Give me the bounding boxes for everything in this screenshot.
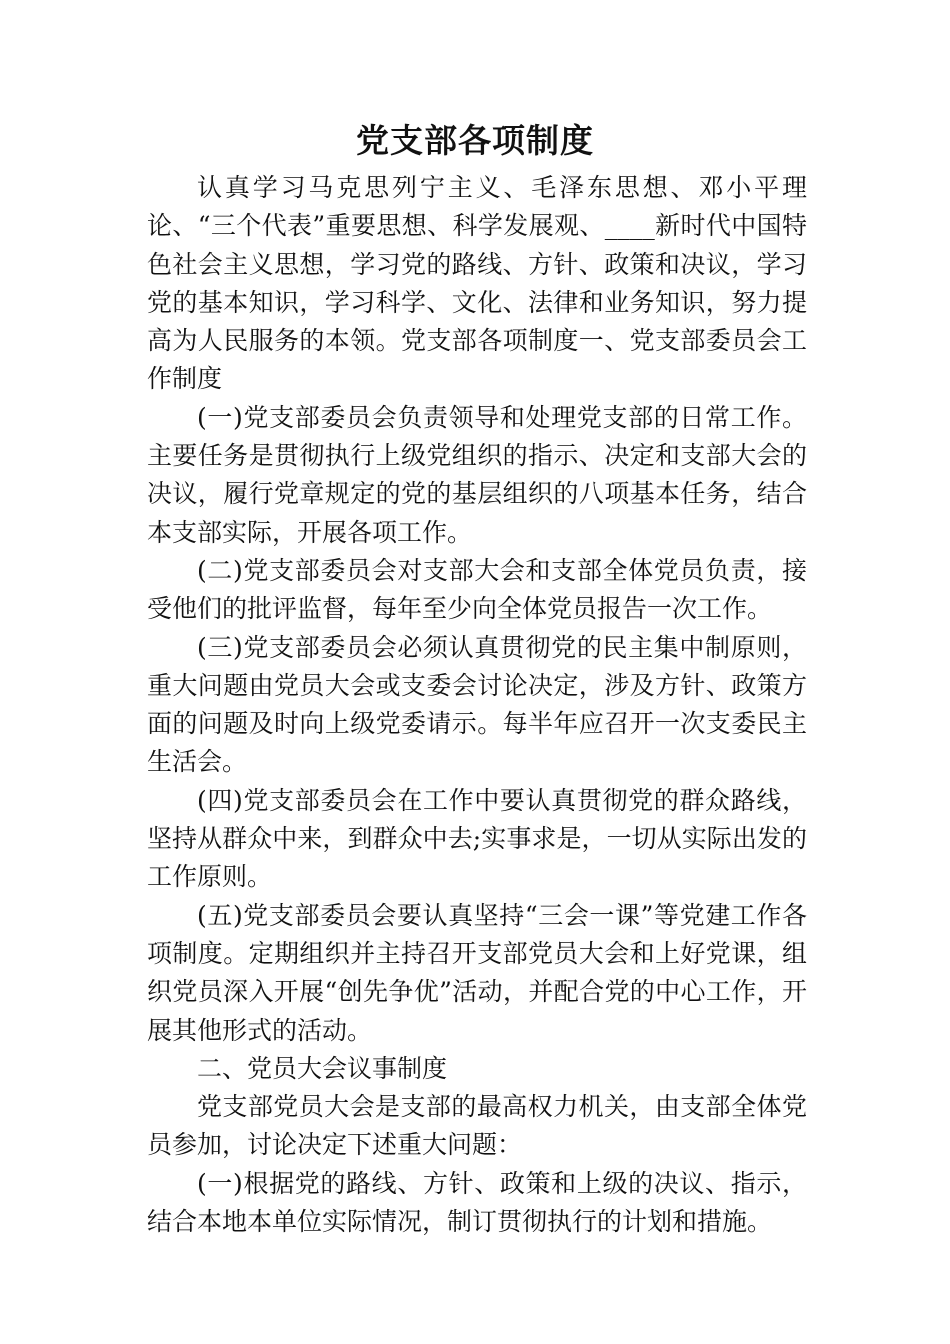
paragraph-item-4: (四)党支部委员会在工作中要认真贯彻党的群众路线，坚持从群众中来，到群众中去;实事求是，一切从实际出发的工作原则。 bbox=[147, 785, 807, 892]
document-title: 党支部各项制度 bbox=[356, 121, 594, 160]
paragraph-item-2: (二)党支部委员会对支部大会和支部全体党员负责，接受他们的批评监督，每年至少向全体党员报告一次工作。 bbox=[147, 555, 807, 624]
paragraph-intro: 认真学习马克思列宁主义、毛泽东思想、邓小平理论、“三个代表”重要思想、科学发展观、____新时代中国特色社会主义思想，学习党的路线、方针、政策和决议，学习党的基本知识，学习科学、文化、法律和业务知识，努力提高为人民服务的本领。党支部各项制度一、党支部委员会工作制度 bbox=[147, 173, 807, 394]
paragraph-section-2-intro: 党支部党员大会是支部的最高权力机关，由支部全体党员参加，讨论决定下述重大问题： bbox=[147, 1092, 807, 1160]
document-body bbox=[147, 169, 807, 1241]
paragraph-item-1: (一)党支部委员会负责领导和处理党支部的日常工作。主要任务是贯彻执行上级党组织的指示、决定和支部大会的决议，履行党章规定的党的基层组织的八项基本任务，结合本支部实际，开展各项工作。 bbox=[147, 402, 807, 547]
paragraph-item-3: (三)党支部委员会必须认真贯彻党的民主集中制原则，重大问题由党员大会或支委会讨论决定，涉及方针、政策方面的问题及时向上级党委请示。每半年应召开一次支委民主生活会。 bbox=[147, 632, 807, 777]
section-heading-2: 二、党员大会议事制度 bbox=[197, 1053, 448, 1083]
paragraph-section-2-item-1: (一)根据党的路线、方针、政策和上级的决议、指示，结合本地本单位实际情况，制订贯彻执行的计划和措施。 bbox=[147, 1168, 807, 1237]
paragraph-item-5: (五)党支部委员会要认真坚持“三会一课”等党建工作各项制度。定期组织并主持召开支部党员大会和上好党课，组织党员深入开展“创先争优”活动，并配合党的中心工作，开展其他形式的活动。 bbox=[147, 900, 807, 1045]
